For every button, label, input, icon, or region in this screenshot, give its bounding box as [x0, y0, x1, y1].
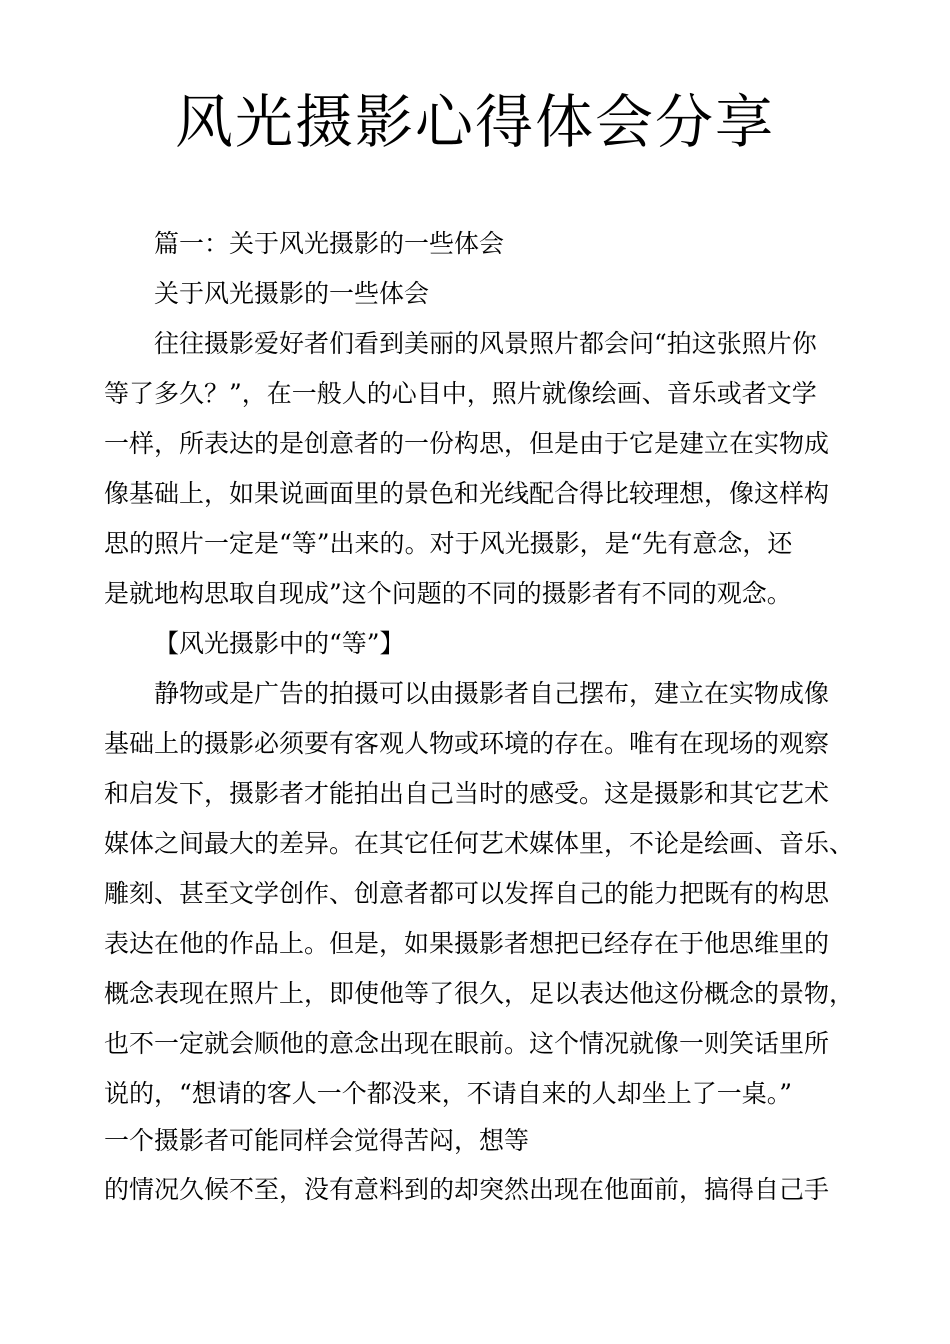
- paragraph-2-line-5: 雕刻、甚至文学创作、创意者都可以发挥自己的能力把既有的构思: [104, 879, 830, 908]
- paragraph-2-line-3: 和启发下，摄影者才能拍出自己当时的感受。这是摄影和其它艺术: [104, 779, 830, 808]
- paragraph-2-line-1: 静物或是广告的拍摄可以由摄影者自己摆布，建立在实物成像: [154, 679, 830, 708]
- paragraph-1-line-6: 是就地构思取自现成”这个问题的不同的摄影者有不同的观念。: [104, 579, 792, 608]
- paragraph-2-line-8: 也不一定就会顺他的意念出现在眼前。这个情况就像一则笑话里所: [104, 1029, 830, 1058]
- paragraph-1-line-2: 等了多久？”，在一般人的心目中，照片就像绘画、音乐或者文学: [104, 379, 817, 408]
- paragraph-1-line-4: 像基础上，如果说画面里的景色和光线配合得比较理想，像这样构: [104, 479, 830, 508]
- section-heading: 篇一：关于风光摄影的一些体会: [154, 229, 505, 258]
- paragraph-2-line-9: 说的，“想请的客人一个都没来，不请自来的人却坐上了一桌。”: [104, 1079, 793, 1108]
- article-title: 关于风光摄影的一些体会: [154, 279, 430, 308]
- subheading: 【风光摄影中的“等”】: [154, 629, 405, 658]
- paragraph-2-line-2: 基础上的摄影必须要有客观人物或环境的存在。唯有在现场的观察: [104, 729, 830, 758]
- paragraph-1-line-3: 一样，所表达的是创意者的一份构思，但是由于它是建立在实物成: [104, 429, 830, 458]
- paragraph-2-line-10: 一个摄影者可能同样会觉得苦闷，想等: [104, 1126, 530, 1155]
- paragraph-1-line-5: 思的照片一定是“等”出来的。对于风光摄影，是“先有意念，还: [104, 529, 793, 558]
- paragraph-2-line-11: 的情况久候不至，没有意料到的却突然出现在他面前，搞得自己手: [104, 1175, 830, 1204]
- paragraph-1-line-1: 往往摄影爱好者们看到美丽的风景照片都会问“拍这张照片你: [154, 329, 817, 358]
- paragraph-2-line-4: 媒体之间最大的差异。在其它任何艺术媒体里，不论是绘画、音乐、: [104, 829, 855, 858]
- paragraph-2-line-6: 表达在他的作品上。但是，如果摄影者想把已经存在于他思维里的: [104, 929, 830, 958]
- paragraph-2-line-7: 概念表现在照片上，即使他等了很久，足以表达他这份概念的景物，: [104, 979, 855, 1008]
- document-title: 风光摄影心得体会分享: [174, 88, 775, 156]
